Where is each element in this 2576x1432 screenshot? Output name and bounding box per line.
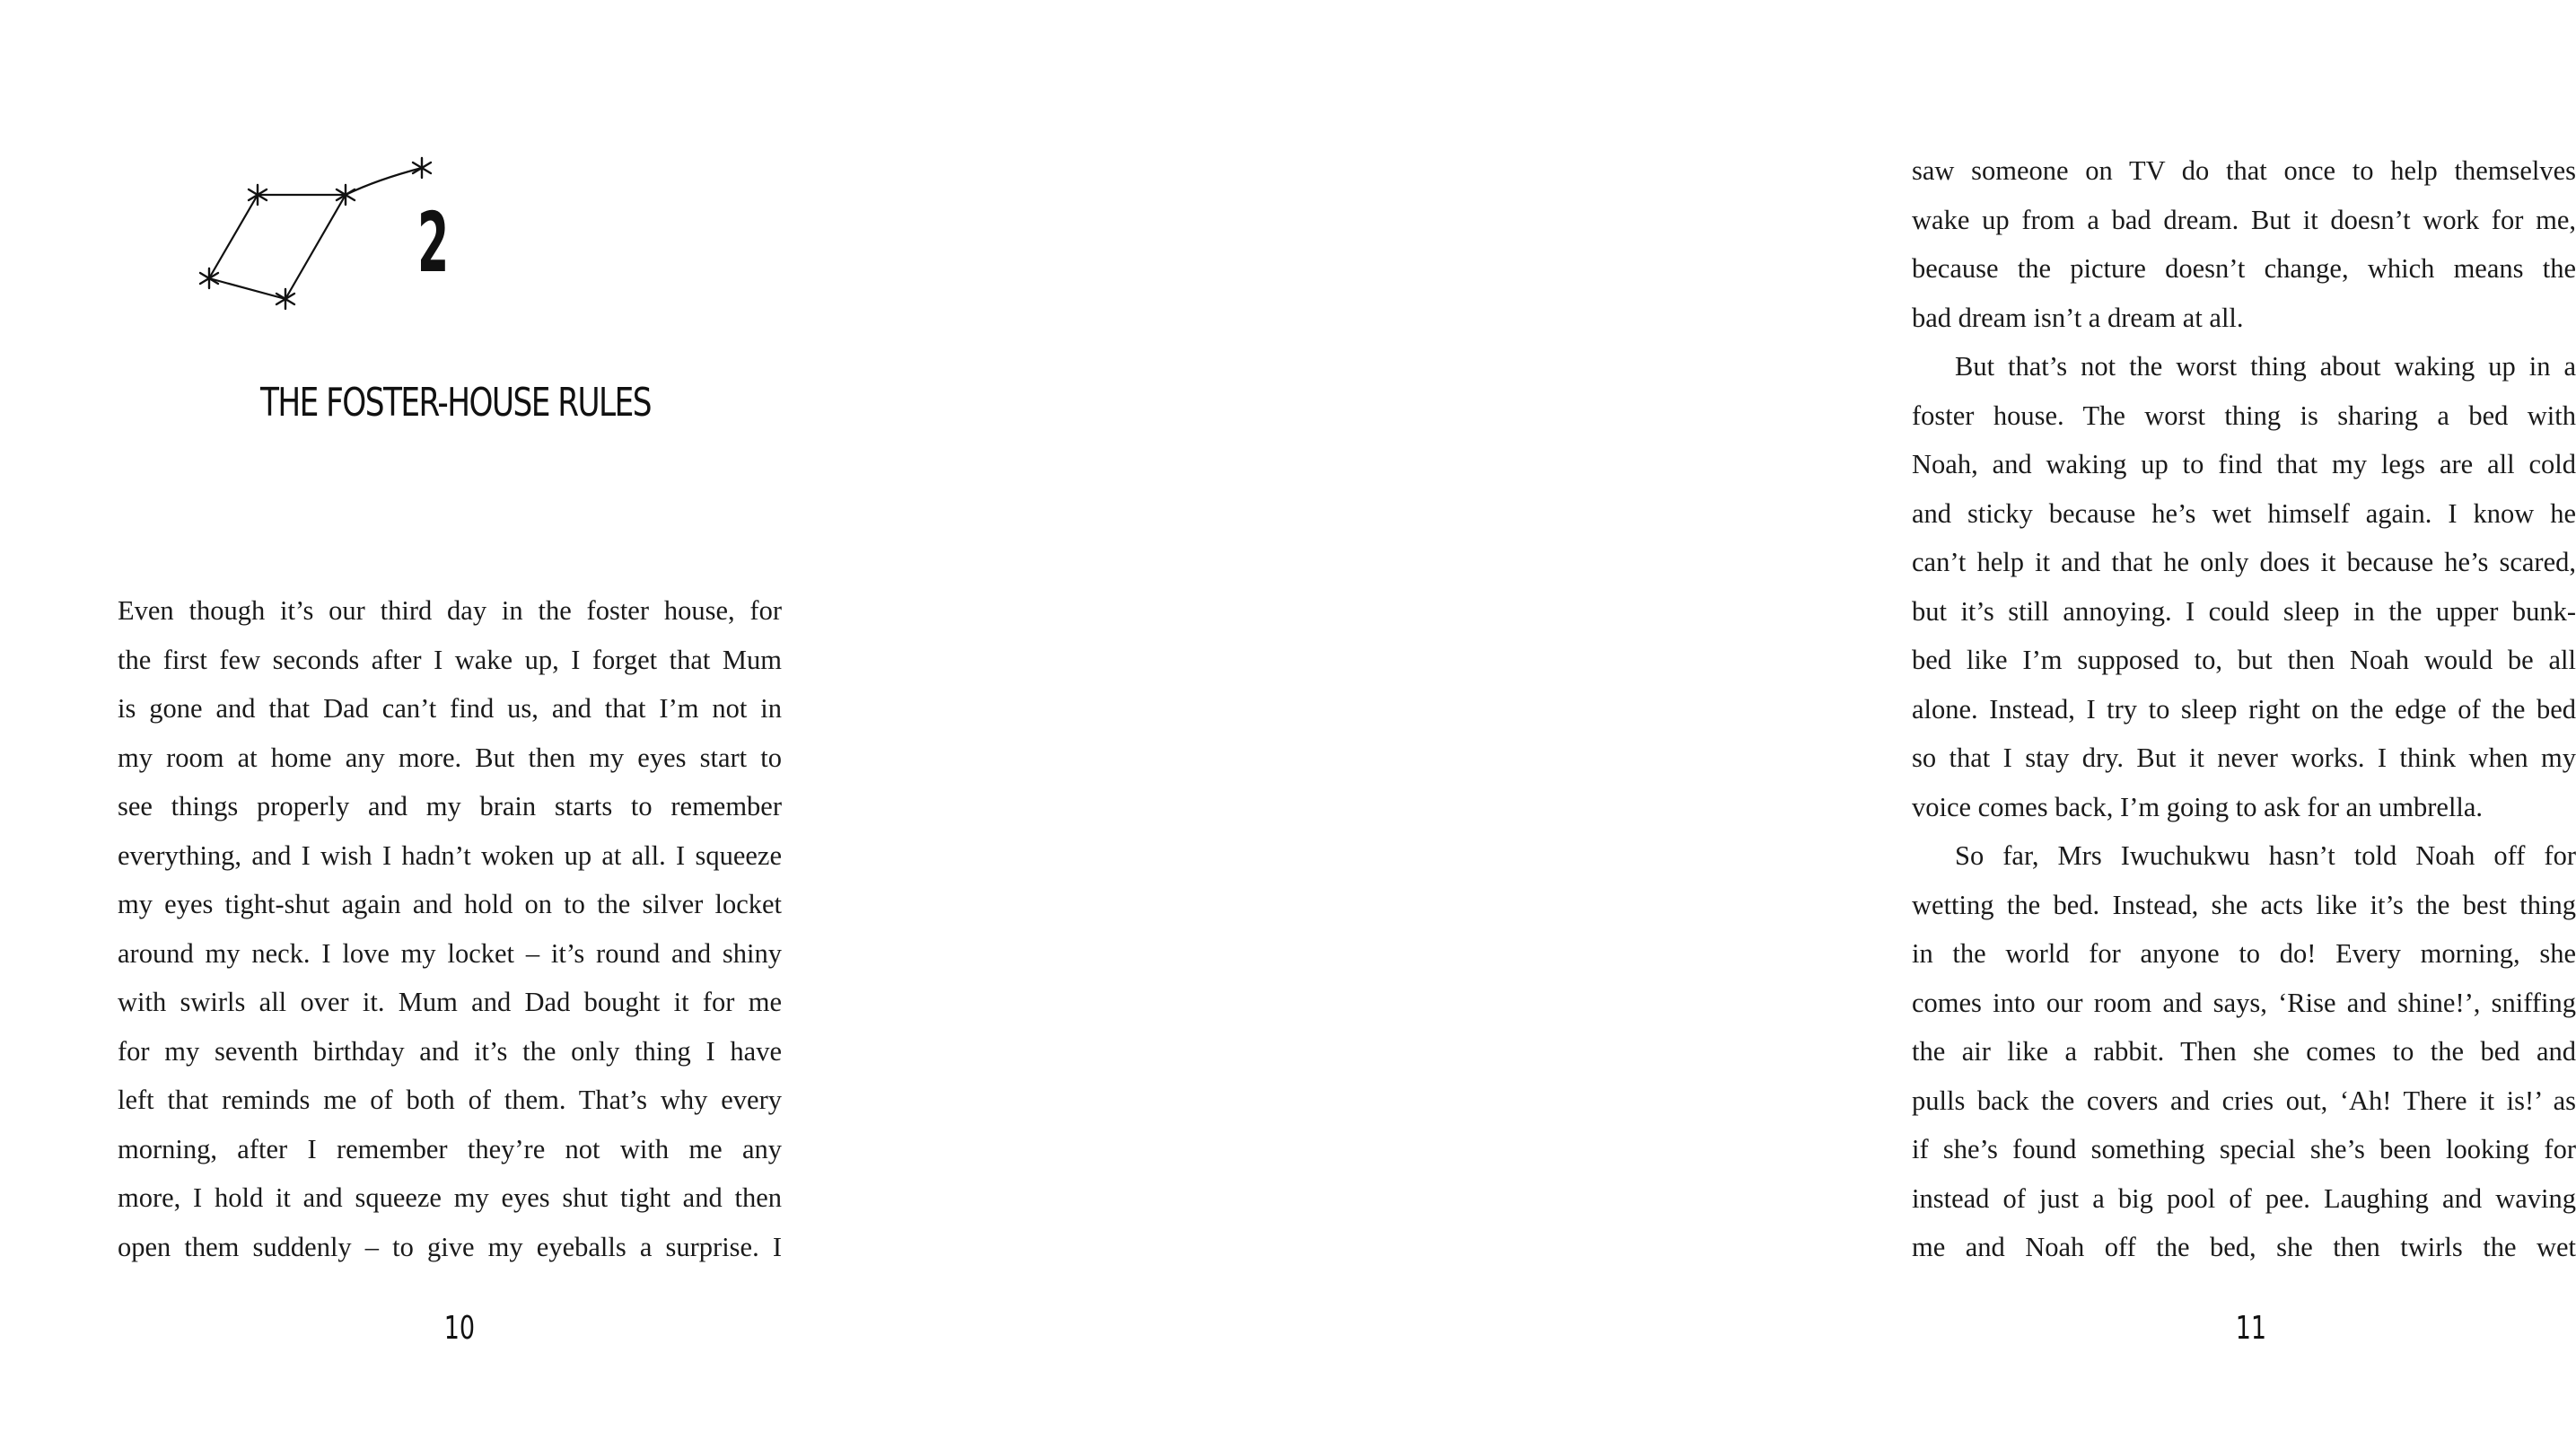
text-line: the first few seconds after I wake up, I forget that Mum — [118, 644, 782, 675]
text-line: if she’s found something special she’s been looking for — [1912, 1134, 2576, 1164]
text-line: my eyes tight-shut again and hold on to the silver locket — [118, 889, 782, 919]
text-line: so that I stay dry. But it never works. I think when my — [1912, 742, 2576, 773]
text-line: because the picture doesn’t change, which means the — [1912, 253, 2576, 284]
right-page — [887, 0, 2576, 1432]
text-line: can’t help it and that he only does it because he’s scared, — [1912, 547, 2576, 577]
text-line: Noah, and waking up to find that my legs are all cold — [1912, 449, 2576, 479]
chapter-title: THE FOSTER-HOUSE RULES — [260, 380, 651, 426]
left-page — [0, 0, 887, 1432]
text-line: wake up from a bad dream. But it doesn’t work for me, — [1912, 204, 2576, 235]
text-line: Even though it’s our third day in the foster house, for — [118, 595, 782, 626]
text-line: around my neck. I love my locket – it’s round and shiny — [118, 937, 782, 969]
text-line: the air like a rabbit. Then she comes to the bed and — [1912, 1036, 2576, 1067]
text-line: saw someone on TV do that once to help themselves — [1912, 155, 2576, 186]
text-line: for my seventh birthday and it’s the only thing I have — [118, 1035, 782, 1067]
text-line: bad dream isn’t a dream at all. — [1912, 302, 2244, 333]
text-line: But that’s not the worst thing about waking up in a — [1955, 351, 2576, 382]
constellation-stars-icon — [193, 148, 444, 319]
text-line: my room at home any more. But then my eyes start to — [118, 742, 782, 773]
text-line: alone. Instead, I try to sleep right on the edge of the bed — [1912, 693, 2576, 725]
text-line: morning, after I remember they’re not with me any — [118, 1133, 782, 1164]
text-line: open them suddenly – to give my eyeballs a surprise. I — [118, 1231, 782, 1262]
text-line: pulls back the covers and cries out, ‘Ah! There it is!’ as — [1912, 1085, 2576, 1116]
page-number: 10 — [443, 1310, 476, 1347]
text-line: but it’s still annoying. I could sleep in the upper bunk- — [1912, 595, 2576, 627]
right-page-body — [1912, 146, 2576, 1272]
text-line: me and Noah off the bed, she then twirls the wet — [1912, 1232, 2576, 1262]
text-line: in the world for anyone to do! Every morning, she — [1912, 938, 2576, 969]
text-line: foster house. The worst thing is sharing a bed with — [1912, 400, 2576, 431]
page-number: 11 — [2235, 1310, 2267, 1347]
text-line: with swirls all over it. Mum and Dad bought it for me — [118, 987, 782, 1017]
text-line: wetting the bed. Instead, she acts like it’s the best thing — [1912, 889, 2576, 920]
chapter-number: 2 — [417, 195, 450, 291]
text-line: see things properly and my brain starts to remember — [118, 791, 782, 821]
text-line: and sticky because he’s wet himself again. I know he — [1912, 497, 2576, 529]
text-line: more, I hold it and squeeze my eyes shut tight and then — [118, 1182, 782, 1213]
text-line: is gone and that Dad can’t find us, and that I’m not in — [118, 693, 782, 724]
text-line: everything, and I wish I hadn’t woken up at all. I squeeze — [118, 839, 782, 871]
text-line: So far, Mrs Iwuchukwu hasn’t told Noah off for — [1955, 840, 2576, 871]
text-line: comes into our room and says, ‘Rise and shine!’, sniffing — [1912, 987, 2576, 1018]
text-line: bed like I’m supposed to, but then Noah would be all — [1912, 645, 2576, 675]
left-page-body — [118, 586, 782, 1271]
text-line: voice comes back, I’m going to ask for an umbrella. — [1912, 791, 2484, 822]
text-line: left that reminds me of both of them. That’s why every — [118, 1085, 782, 1115]
text-line: instead of just a big pool of pee. Laughing and waving — [1912, 1182, 2576, 1214]
